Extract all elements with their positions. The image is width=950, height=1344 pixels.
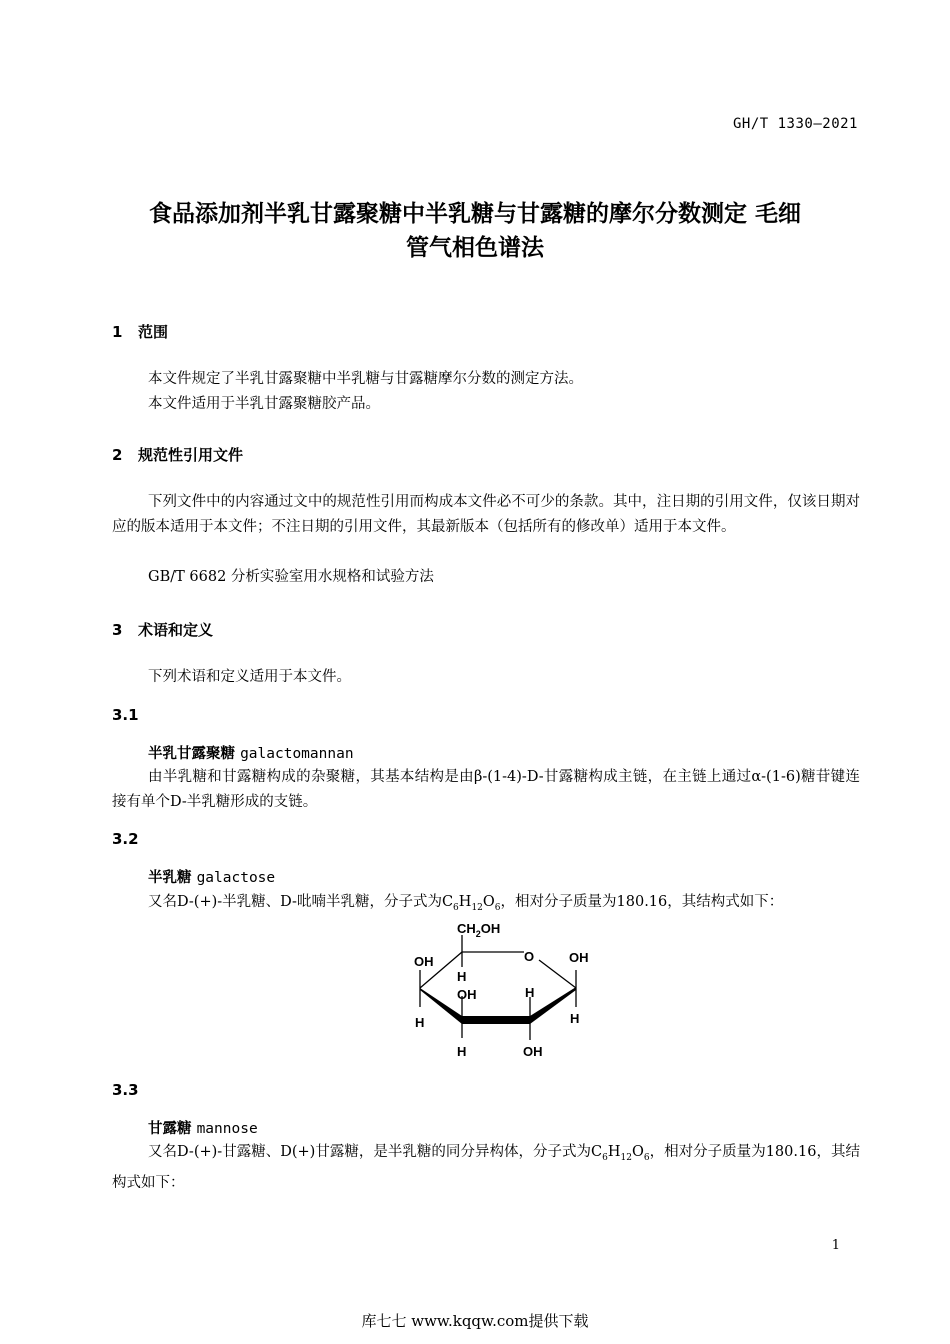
oh-label: OH xyxy=(414,954,434,969)
document-title-line-1: 食品添加剂半乳甘露聚糖中半乳糖与甘露糖的摩尔分数测定 毛细 xyxy=(148,201,801,227)
download-watermark: 库七七 www.kqqw.com提供下载 xyxy=(361,1312,589,1330)
document-title-line-2: 管气相色谱法 xyxy=(406,235,544,261)
h-label: H xyxy=(570,1011,580,1026)
bold-bond xyxy=(462,1016,530,1024)
definition-text: 又名D-(+)-甘露糖、D(+)甘露糖，是半乳糖的同分异构体，分子式为C xyxy=(148,1144,603,1160)
definition-galactomannan: 由半乳糖和甘露糖构成的杂聚糖，其基本结构是由β-(1-4)-D-甘露糖构成主链，在主链上通过α-(1-6)糖苷键连接有单个D-半乳糖形成的支链。 xyxy=(112,769,860,810)
oh-label: OH xyxy=(523,1044,543,1059)
ch2oh-label: $CH_2OH$ xyxy=(457,921,501,939)
section-3-paragraph-1: 下列术语和定义适用于本文件。 xyxy=(148,669,351,685)
section-number: 1 xyxy=(112,323,123,341)
galactose-structure-diagram xyxy=(400,915,610,1065)
document-code: GH/T 1330—2021 xyxy=(732,116,858,132)
section-2-paragraph-1: 下列文件中的内容通过文中的规范性引用而构成本文件必不可少的条款。其中，注日期的引用文件，仅该日期对应的版本适用于本文件；不注日期的引用文件，其最新版本（包括所有的修改单）适用于本文件。 xyxy=(112,494,860,535)
section-2-heading xyxy=(112,444,243,465)
section-number: 2 xyxy=(112,446,123,464)
oh-label: OH xyxy=(457,987,477,1002)
definition-text: ，相对分子质量为180.16，其结构式如下： xyxy=(112,1144,860,1191)
term-chinese: 半乳糖 xyxy=(148,870,192,886)
subscript: 12 xyxy=(620,1152,632,1163)
clause-3-1-number: 3.1 xyxy=(112,706,139,724)
definition-text: ，相对分子质量为180.16，其结构式如下： xyxy=(500,894,784,910)
h-label: H xyxy=(415,1015,425,1030)
term-chinese: 半乳甘露聚糖 xyxy=(148,746,235,762)
subscript: 6 xyxy=(643,1152,650,1163)
subscript: 12 xyxy=(471,902,483,913)
section-title: 术语和定义 xyxy=(138,621,214,639)
subscript: 6 xyxy=(494,902,501,913)
h-label: H xyxy=(525,985,535,1000)
subscript: 6 xyxy=(453,902,459,913)
term-mannose xyxy=(148,1117,258,1138)
page-number: 1 xyxy=(831,1238,840,1253)
h-label: H xyxy=(457,969,467,984)
formula-element: O xyxy=(631,1144,644,1160)
section-title: 规范性引用文件 xyxy=(138,446,244,464)
normative-reference: GB/T 6682 分析实验室用水规格和试验方法 xyxy=(148,569,434,585)
section-1-paragraph-1: 本文件规定了半乳甘露聚糖中半乳糖与甘露糖摩尔分数的测定方法。 xyxy=(148,371,583,387)
term-english: galactose xyxy=(196,870,276,886)
definition-text: 又名D-(+)-半乳糖、D-吡喃半乳糖，分子式为C xyxy=(148,894,454,910)
clause-3-2-number: 3.2 xyxy=(112,830,139,848)
formula-element: H xyxy=(458,894,472,910)
section-1-heading xyxy=(112,321,168,342)
formula-element: H xyxy=(607,1144,621,1160)
definition-mannose xyxy=(112,1140,860,1196)
section-1-paragraph-2: 本文件适用于半乳甘露聚糖胶产品。 xyxy=(148,396,380,412)
term-chinese: 甘露糖 xyxy=(148,1121,192,1137)
ring-oxygen-label: O xyxy=(524,949,535,964)
section-3-heading xyxy=(112,619,213,640)
term-galactomannan xyxy=(148,742,354,763)
wedge-bond xyxy=(420,988,462,1024)
section-number: 3 xyxy=(112,621,123,639)
h-label: H xyxy=(457,1044,467,1059)
term-english: galactomannan xyxy=(240,746,354,762)
oh-label: OH xyxy=(569,950,589,965)
formula-element: O xyxy=(482,894,495,910)
section-title: 范围 xyxy=(138,323,169,341)
term-english: mannose xyxy=(196,1121,258,1137)
subscript: 6 xyxy=(602,1152,608,1163)
clause-3-3-number: 3.3 xyxy=(112,1081,139,1099)
term-galactose xyxy=(148,866,275,887)
